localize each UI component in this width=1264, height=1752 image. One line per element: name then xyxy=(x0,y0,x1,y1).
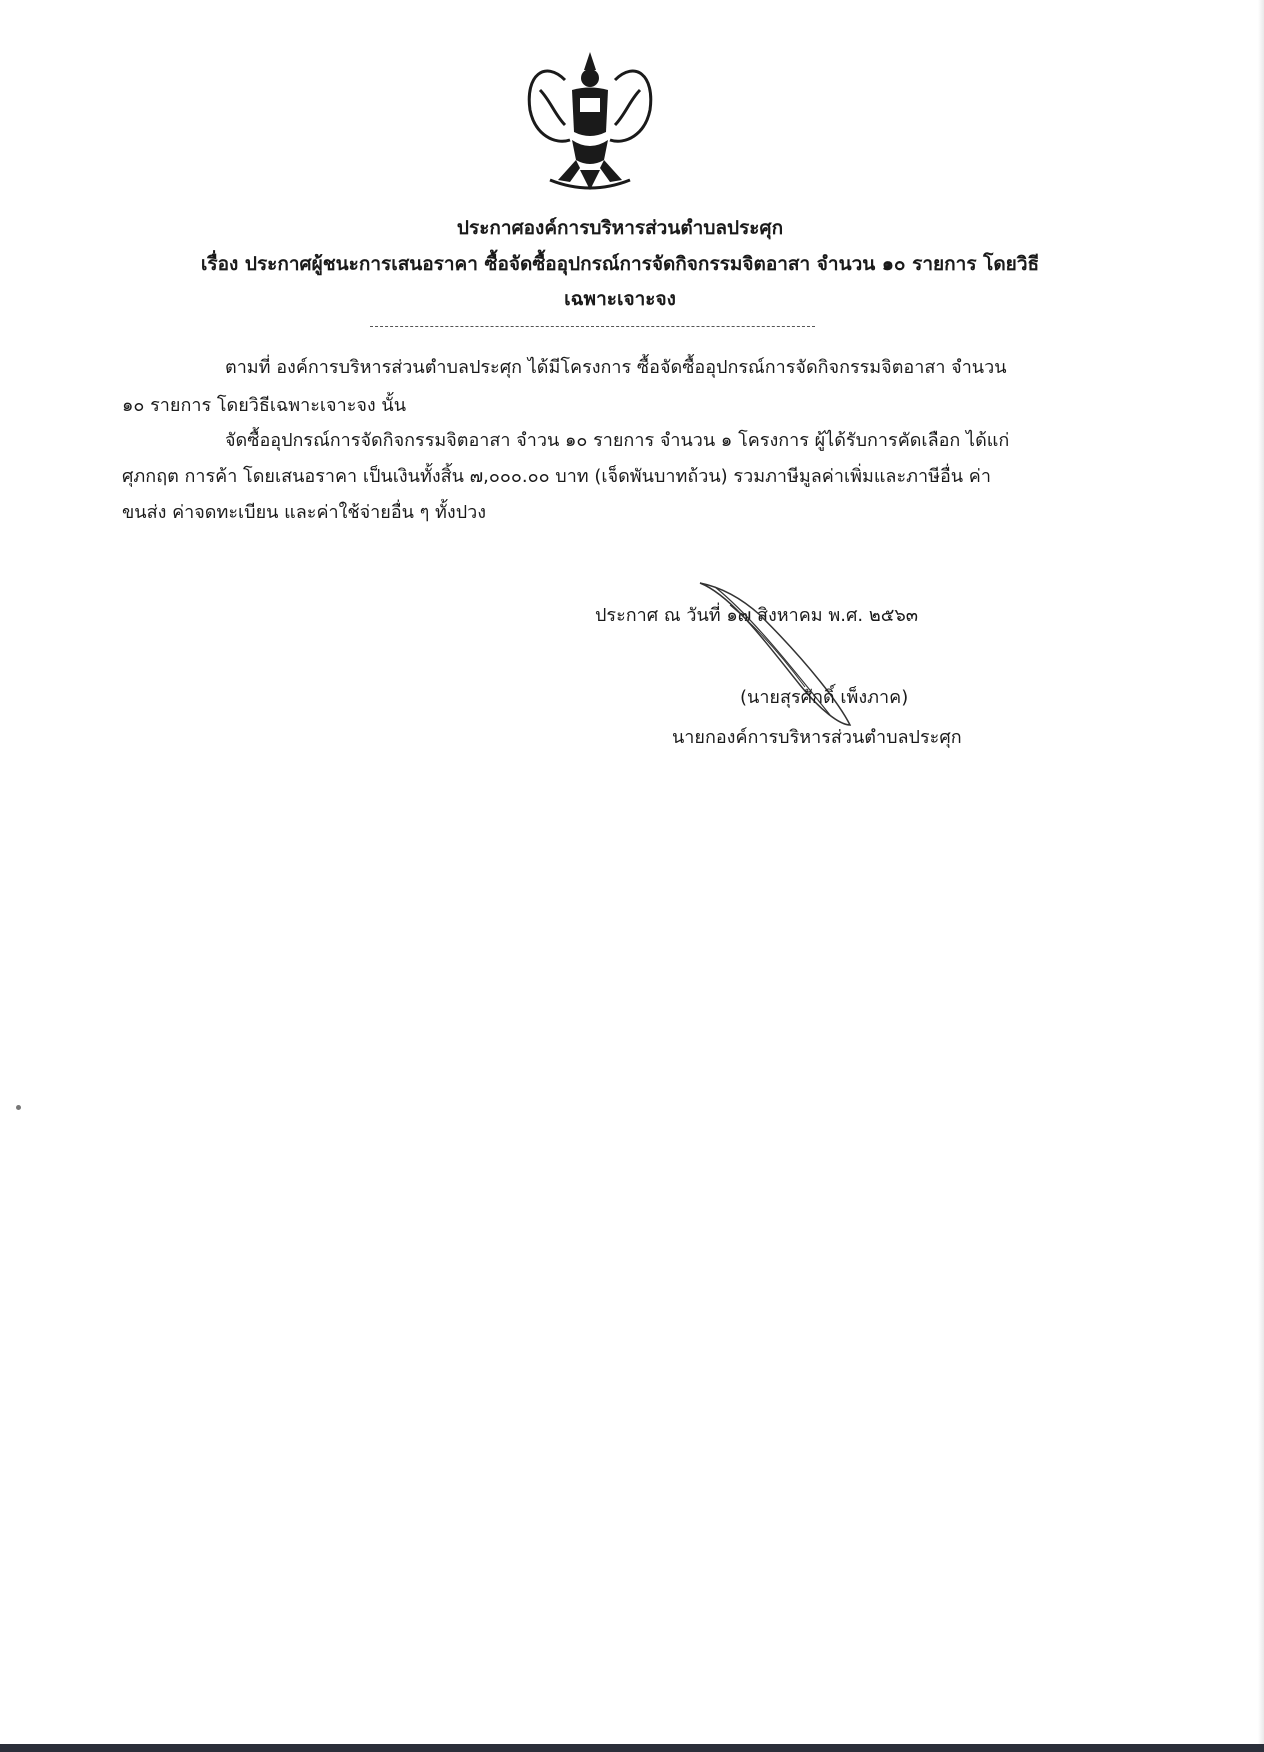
garuda-emblem-icon xyxy=(510,40,670,200)
subject-line-2: เฉพาะเจาะจง xyxy=(564,288,676,310)
paragraph-2-line-1: จัดซื้ออุปกรณ์การจัดกิจกรรมจิตอาสา จำวน ๑๐ รายการ จำนวน ๑ โครงการ ผู้ได้รับการคัดเลือก ได้แก่ xyxy=(225,430,1010,451)
divider xyxy=(370,326,815,327)
scan-edge xyxy=(1258,0,1264,1744)
scan-bottom-edge xyxy=(0,1744,1264,1752)
announcement-title: ประกาศองค์การบริหารส่วนตำบลประศุก xyxy=(456,217,784,239)
announcement-date: ประกาศ ณ วันที่ ๑๗ สิงหาคม พ.ศ. ๒๕๖๓ xyxy=(595,605,919,626)
signer-position: นายกองค์การบริหารส่วนตำบลประศุก xyxy=(672,727,962,748)
paragraph-1-line-2: ๑๐ รายการ โดยวิธีเฉพาะเจาะจง นั้น xyxy=(122,395,407,416)
signer-name: (นายสุรศักดิ์ เพ็งภาค) xyxy=(740,687,909,708)
paragraph-2-line-2: ศุภกฤต การค้า โดยเสนอราคา เป็นเงินทั้งสิ้น ๗,๐๐๐.๐๐ บาท (เจ็ดพันบาทถ้วน) รวมภาษีมูลค่าเพิ่มและภาษีอื่น ค่า xyxy=(122,466,991,487)
scan-speck xyxy=(16,1105,21,1110)
signature-icon xyxy=(690,575,890,735)
paragraph-1-line-1: ตามที่ องค์การบริหารส่วนตำบลประศุก ได้มีโครงการ ซื้อจัดซื้ออุปกรณ์การจัดกิจกรรมจิตอาสา จำนวน xyxy=(225,357,1007,378)
paragraph-2-line-3: ขนส่ง ค่าจดทะเบียน และค่าใช้จ่ายอื่น ๆ ทั้งปวง xyxy=(122,502,487,523)
subject-line-1: เรื่อง ประกาศผู้ชนะการเสนอราคา ซื้อจัดซื้ออุปกรณ์การจัดกิจกรรมจิตอาสา จำนวน ๑๐ รายการ โดยวิธี xyxy=(200,253,1040,275)
